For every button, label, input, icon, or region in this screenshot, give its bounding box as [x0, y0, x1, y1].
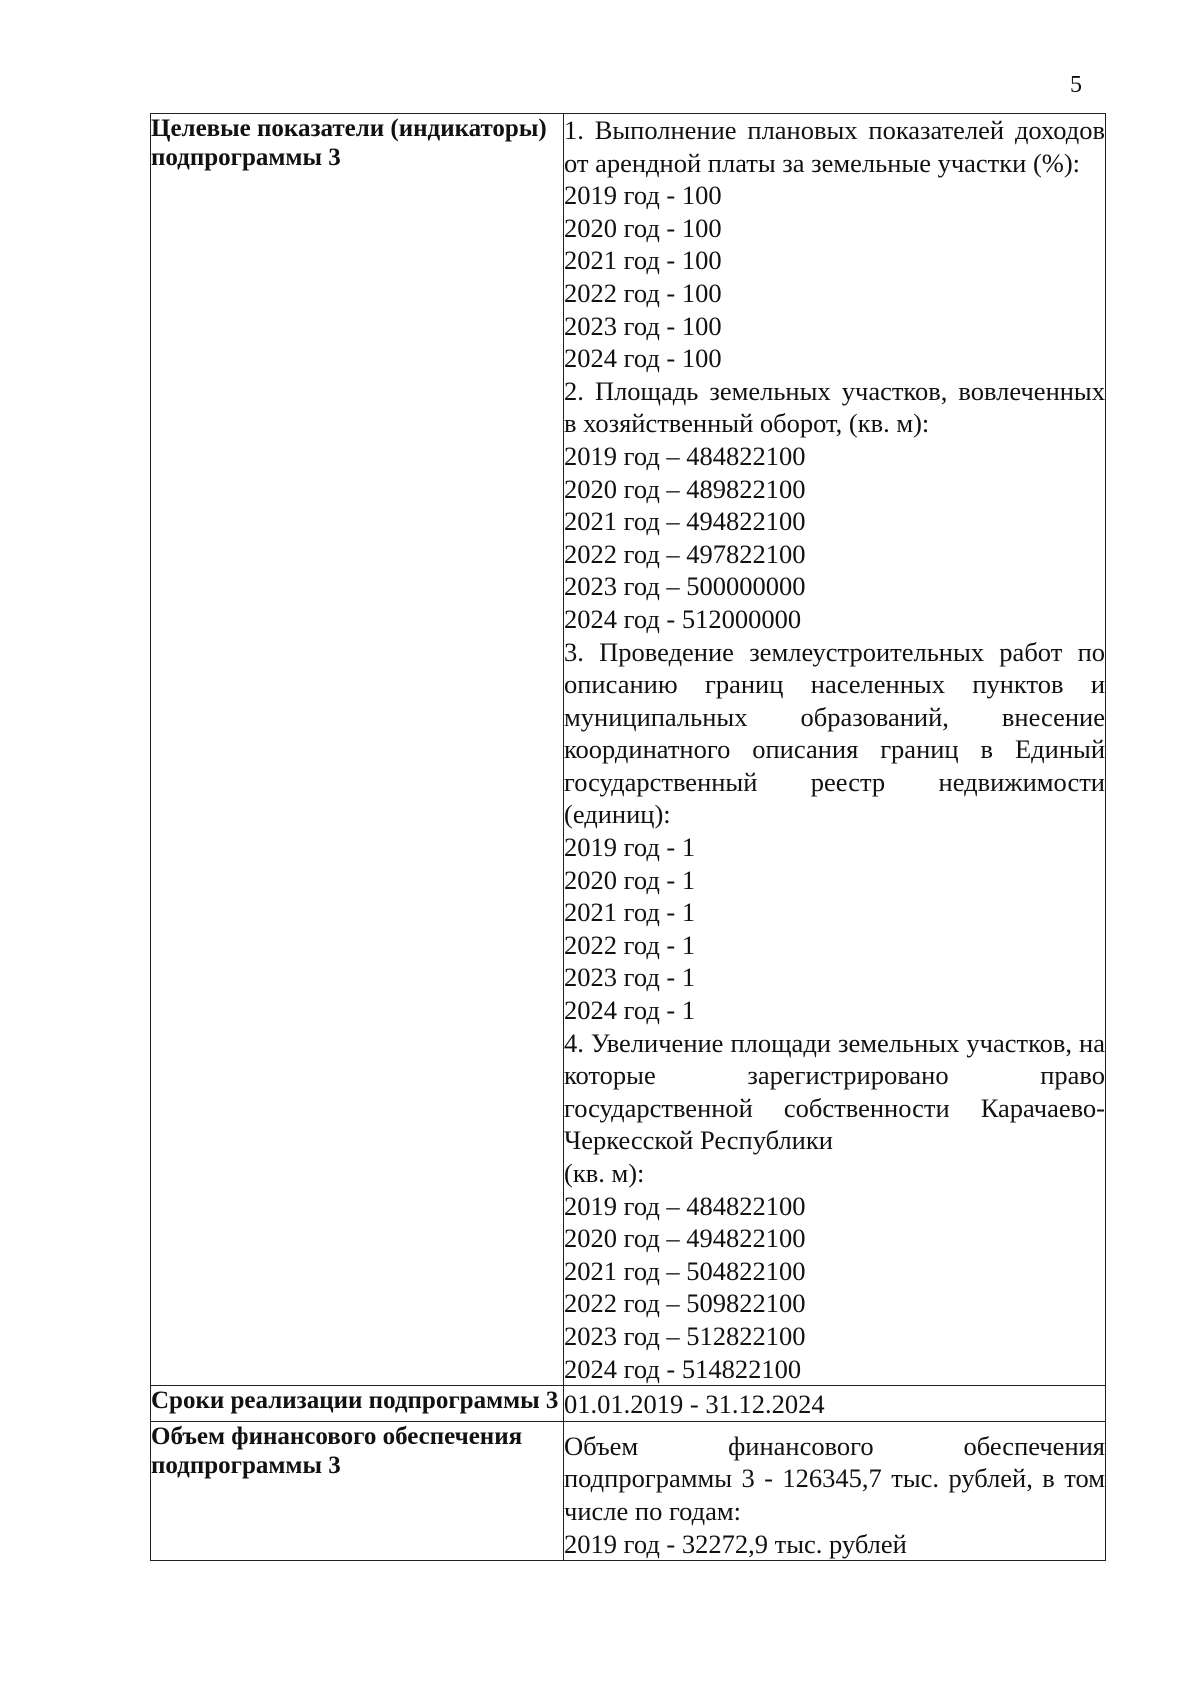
- indicator-4-value: 2022 год – 509822100: [564, 1288, 806, 1319]
- indicator-4-value: 2019 год – 484822100: [564, 1190, 806, 1221]
- indicator-3-value: 2019 год - 1: [564, 832, 696, 863]
- indicator-1-value: 2024 год - 100: [564, 343, 722, 374]
- indicator-4-unit: (кв. м):: [564, 1158, 645, 1188]
- indicators-cell: [564, 114, 1106, 1386]
- indicator-2-value: 2023 год – 500000000: [564, 571, 806, 602]
- indicator-1-value: 2020 год - 100: [564, 212, 722, 243]
- page-number: 5: [1070, 72, 1082, 98]
- indicator-4-value: 2020 год – 494822100: [564, 1223, 806, 1254]
- table-row-finance: [151, 1421, 1106, 1560]
- indicator-1-value: 2022 год - 100: [564, 277, 722, 308]
- row-label-term: Сроки реализации подпрограммы 3: [151, 1386, 564, 1422]
- indicator-2-value: 2024 год - 512000000: [564, 603, 802, 634]
- indicator-4-value: 2021 год – 504822100: [564, 1255, 806, 1286]
- indicator-1-heading: 1. Выполнение плановых показателей доходов от арендной платы за земельные участки (%):: [564, 115, 1105, 178]
- indicator-4-heading: 4. Увеличение площади земельных участков, на которые зарегистрировано право государственной собственности Карачаево-Черкесской Республики: [564, 1027, 1105, 1156]
- indicator-3-value: 2021 год - 1: [564, 897, 696, 928]
- indicator-1-value: 2023 год - 100: [564, 310, 722, 341]
- indicator-2-value: 2022 год – 497822100: [564, 538, 806, 569]
- indicator-2-heading: 2. Площадь земельных участков, вовлеченных в хозяйственный оборот, (кв. м):: [564, 375, 1105, 439]
- passport-table: [150, 113, 1106, 1561]
- indicator-3-heading: 3. Проведение землеустроительных работ по описанию границ населенных пунктов и муниципальных образований, внесение координатного описания границ в Единый государственный реестр недвижимости (единиц):: [564, 636, 1105, 830]
- indicator-3-value: 2022 год - 1: [564, 929, 696, 960]
- indicator-4-value: 2023 год – 512822100: [564, 1320, 806, 1351]
- term-value: 01.01.2019 - 31.12.2024: [564, 1386, 1106, 1422]
- table-row-term: [151, 1386, 1106, 1422]
- row-label-indicators: Целевые показатели (индикаторы) подпрограммы 3: [151, 114, 564, 1386]
- indicator-3-value: 2024 год - 1: [564, 995, 696, 1026]
- finance-cell: [564, 1421, 1106, 1560]
- indicator-3-value: 2023 год - 1: [564, 962, 696, 993]
- finance-text: Объем финансового обеспечения подпрограммы 3 - 126345,7 тыс. рублей, в том числе по годам:: [564, 1430, 1105, 1526]
- indicator-3-value: 2020 год - 1: [564, 864, 696, 895]
- indicator-2-value: 2021 год – 494822100: [564, 506, 806, 537]
- table-row-indicators: [151, 114, 1106, 1386]
- indicator-1-value: 2021 год - 100: [564, 245, 722, 276]
- indicator-2-value: 2020 год – 489822100: [564, 473, 806, 504]
- indicator-1-value: 2019 год - 100: [564, 180, 722, 211]
- row-label-finance: Объем финансового обеспечения подпрограммы 3: [151, 1421, 564, 1560]
- indicator-2-value: 2019 год – 484822100: [564, 440, 806, 471]
- finance-year-line: 2019 год - 32272,9 тыс. рублей: [564, 1528, 907, 1559]
- indicator-4-value: 2024 год - 514822100: [564, 1353, 802, 1384]
